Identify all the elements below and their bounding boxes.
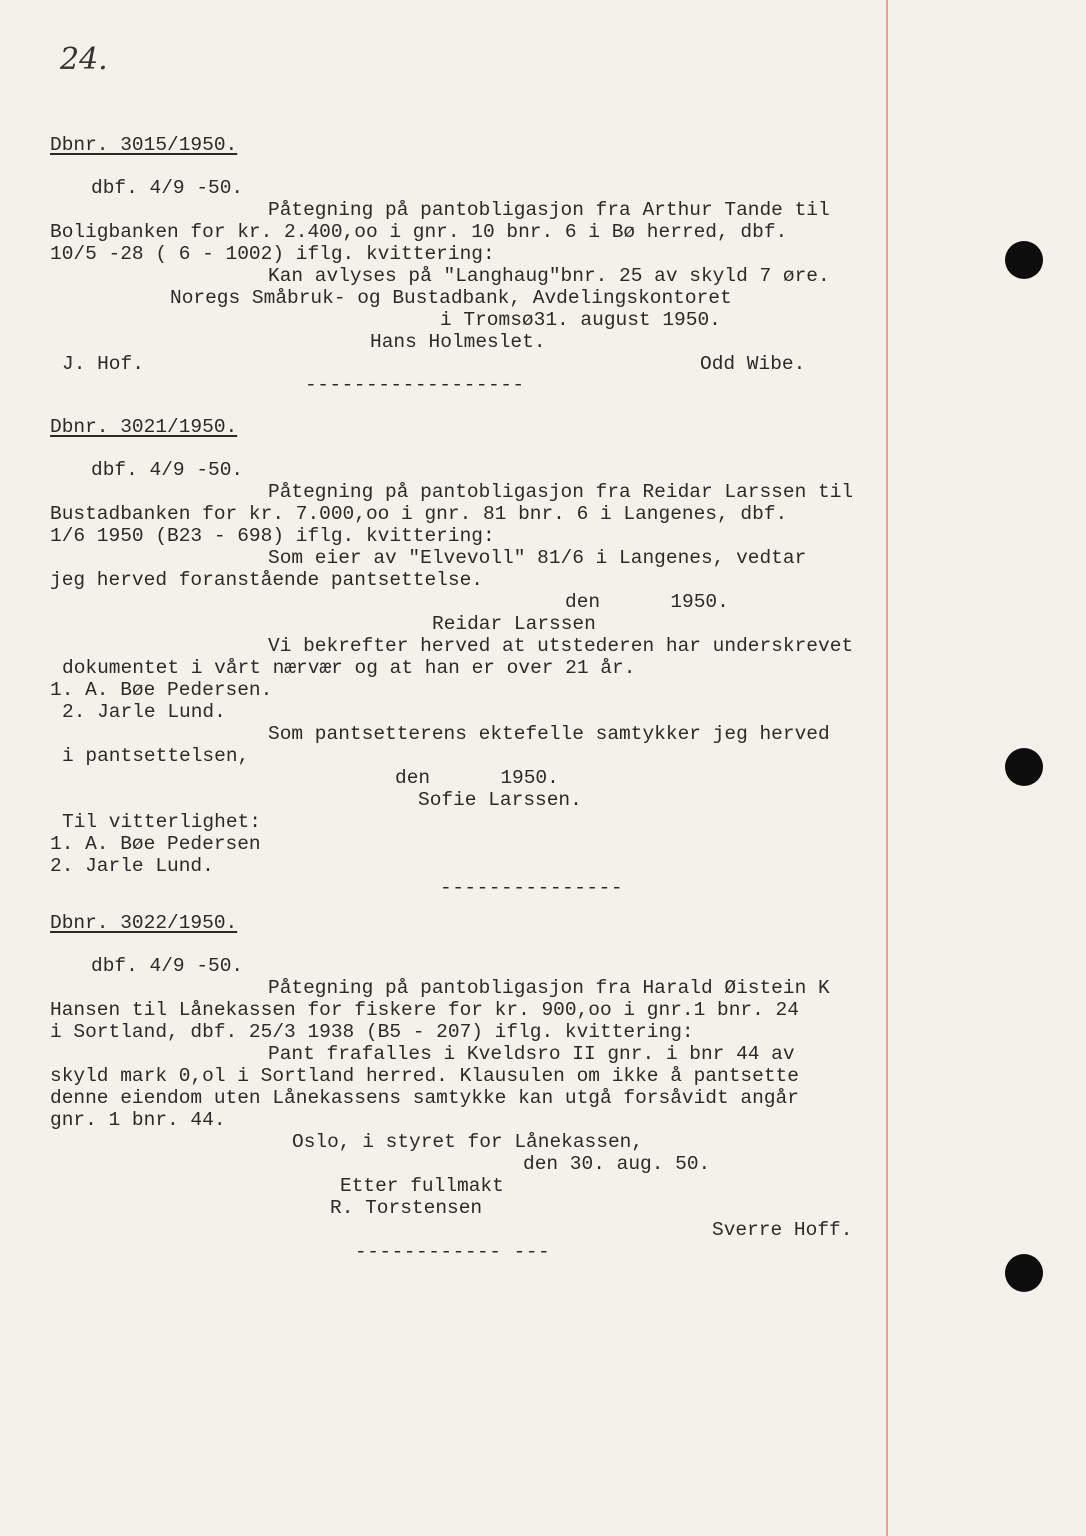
- separator: ---------------: [440, 877, 624, 899]
- signature: Hans Holmeslet.: [370, 331, 546, 353]
- entry-line: Påtegning på pantobligasjon fra Arthur Tande til: [268, 199, 830, 221]
- entry-line: gnr. 1 bnr. 44.: [50, 1109, 226, 1131]
- signature: Sofie Larssen.: [418, 789, 582, 811]
- entry-line: Etter fullmakt: [340, 1175, 504, 1197]
- entry-line: jeg herved foranstående pantsettelse.: [50, 569, 483, 591]
- entry-line: dokumentet i vårt nærvær og at han er over 21 år.: [62, 657, 636, 679]
- entry-line: Oslo, i styret for Lånekassen,: [292, 1131, 644, 1153]
- entry-line: 10/5 -28 ( 6 - 1002) iflg. kvittering:: [50, 243, 495, 265]
- separator: ------------------: [305, 374, 525, 396]
- entry-line: Bustadbanken for kr. 7.000,oo i gnr. 81 bnr. 6 i Langenes, dbf.: [50, 503, 788, 525]
- entry-line: i Tromsø31. august 1950.: [440, 309, 721, 331]
- entry-date: dbf. 4/9 -50.: [91, 459, 244, 481]
- witness: 2. Jarle Lund.: [62, 701, 226, 723]
- signature: J. Hof.: [62, 353, 144, 375]
- signature: Reidar Larssen: [432, 613, 596, 635]
- witness: 1. A. Bøe Pedersen.: [50, 679, 273, 701]
- entry-heading: Dbnr. 3021/1950.: [50, 416, 238, 438]
- entry-heading: Dbnr. 3022/1950.: [50, 912, 238, 934]
- entry-line: i pantsettelsen,: [62, 745, 250, 767]
- page-number: 24.: [60, 42, 108, 77]
- separator: ------------ ---: [355, 1241, 551, 1263]
- entry-line: Kan avlyses på "Langhaug"bnr. 25 av skyld 7 øre.: [268, 265, 830, 287]
- entry-line: Påtegning på pantobligasjon fra Harald Øistein K: [268, 977, 830, 999]
- entry-line: i Sortland, dbf. 25/3 1938 (B5 - 207) iflg. kvittering:: [50, 1021, 694, 1043]
- entry-date: dbf. 4/9 -50.: [91, 955, 244, 977]
- entry-line: Noregs Småbruk- og Bustadbank, Avdelingskontoret: [170, 287, 732, 309]
- entry-line: 1/6 1950 (B23 - 698) iflg. kvittering:: [50, 525, 495, 547]
- entry-line: skyld mark 0,ol i Sortland herred. Klausulen om ikke å pantsette: [50, 1065, 799, 1087]
- entry-line: den 1950.: [395, 767, 559, 789]
- witness: 2. Jarle Lund.: [50, 855, 214, 877]
- binder-hole: [1005, 241, 1043, 279]
- entry-line: Boligbanken for kr. 2.400,oo i gnr. 10 bnr. 6 i Bø herred, dbf.: [50, 221, 788, 243]
- entry-line: Hansen til Lånekassen for fiskere for kr. 900,oo i gnr.1 bnr. 24: [50, 999, 799, 1021]
- entry-date: dbf. 4/9 -50.: [91, 177, 244, 199]
- entry-line: den 1950.: [565, 591, 729, 613]
- binder-hole: [1005, 748, 1043, 786]
- margin-rule: [886, 0, 888, 1536]
- entry-line: Som eier av "Elvevoll" 81/6 i Langenes, vedtar: [268, 547, 807, 569]
- signature: Sverre Hoff.: [712, 1219, 853, 1241]
- signature: R. Torstensen: [330, 1197, 483, 1219]
- entry-heading: Dbnr. 3015/1950.: [50, 134, 238, 156]
- witness: 1. A. Bøe Pedersen: [50, 833, 261, 855]
- entry-line: denne eiendom uten Lånekassens samtykke kan utgå forsåvidt angår: [50, 1087, 799, 1109]
- signature: Odd Wibe.: [700, 353, 806, 375]
- entry-line: Til vitterlighet:: [62, 811, 261, 833]
- binder-hole: [1005, 1254, 1043, 1292]
- entry-line: Pant frafalles i Kveldsro II gnr. i bnr 44 av: [268, 1043, 795, 1065]
- entry-line: den 30. aug. 50.: [523, 1153, 711, 1175]
- entry-line: Vi bekrefter herved at utstederen har underskrevet: [268, 635, 854, 657]
- entry-line: Påtegning på pantobligasjon fra Reidar Larssen til: [268, 481, 854, 503]
- entry-line: Som pantsetterens ektefelle samtykker jeg herved: [268, 723, 830, 745]
